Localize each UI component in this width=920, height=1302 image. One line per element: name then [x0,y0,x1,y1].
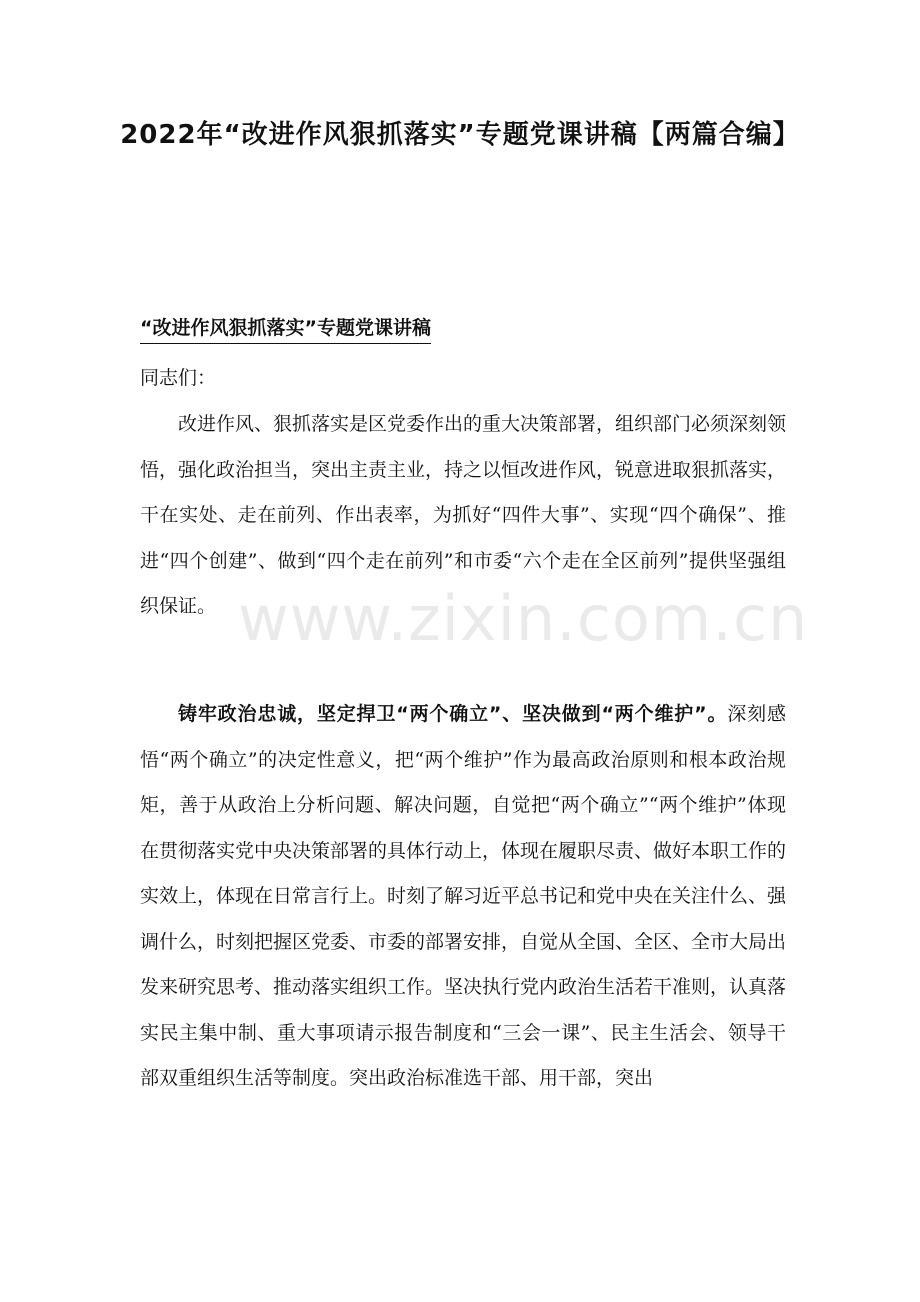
watermark: www.zixin.com.cn [238,582,809,655]
paragraph-political-loyalty [140,692,786,1102]
paragraph-body: 深刻感悟“两个确立”的决定性意义，把“两个维护”作为最高政治原则和根本政治规矩，善于从政治上分析问题、解决问题，自觉把“两个确立”“两个维护”体现在贯彻落实党中央决策部署的具体行动上，体现在履职尽责、做好本职工作的实效上，体现在日常言行上。时刻了解习近平总书记和党中央在关注什么、强调什么，时刻把握区党委、市委的部署安排，自觉从全国、全区、全市大局出发来研究思考、推动落实组织工作。坚决执行党内政治生活若干准则，认真落实民主集中制、重大事项请示报告制度和“三会一课”、民主生活会、领导干部双重组织生活等制度。突出政治标准选干部、用干部，突出 [140,703,787,1089]
greeting: 同志们： [140,367,217,389]
document-title: 2022年“改进作风狠抓落实”专题党课讲稿【两篇合编】 [120,120,800,150]
paragraph-intro: 改进作风、狠抓落实是区党委作出的重大决策部署，组织部门必须深刻领悟，强化政治担当，突出主责主业，持之以恒改进作风，锐意进取狠抓落实，干在实处、走在前列、作出表率，为抓好“四件大事”、实现“四个确保”、推进“四个创建”、做到“四个走在前列”和市委“六个走在全区前列”提供坚强组织保证。 [140,413,787,617]
paragraph-lead-sentence: 铸牢政治忠诚，坚定捍卫“两个确立”、坚决做到“两个维护”。 [178,703,728,725]
section-heading: “改进作风狠抓落实”专题党课讲稿 [140,313,431,344]
